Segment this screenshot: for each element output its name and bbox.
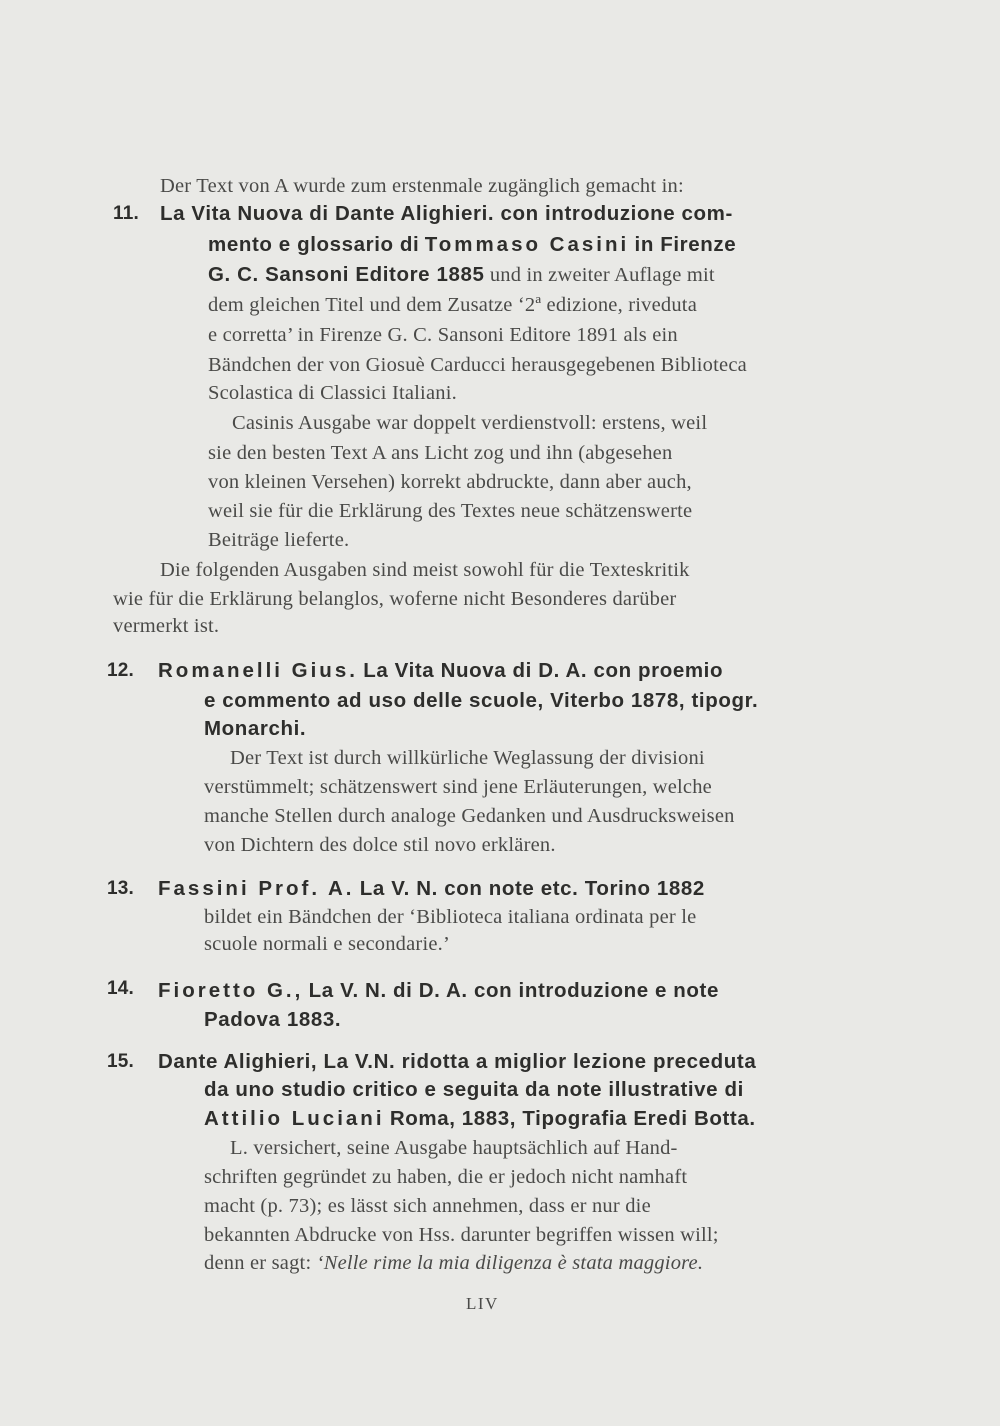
entry-13-author: Fassini Prof. A. [158, 877, 355, 900]
entry-14-title-line-1 [158, 978, 719, 1004]
entry-11-comment-line-4: weil sie für die Erklärung des Textes neue schätzenswerte [208, 500, 693, 522]
entry-number-13: 13. [107, 878, 135, 899]
paragraph-line-3: vermerkt ist. [113, 615, 220, 637]
entry-12-text: La Vita Nuova di D. A. con proemio [363, 659, 724, 682]
entry-15-comment-line-3: macht (p. 73); es lässt sich annehmen, dass er nur die [204, 1195, 651, 1217]
intro-line: Der Text von A wurde zum erstenmale zugänglich gemacht in: [160, 175, 684, 197]
entry-12-comment-line-3: manche Stellen durch analoge Gedanken und Ausdrucksweisen [204, 805, 735, 827]
entry-11-text: und in zweiter Auflage mit [489, 264, 715, 286]
entry-11-line-7: Scolastica di Classici Italiani. [208, 382, 457, 404]
entry-14-title-line-2: Padova 1883. [204, 1008, 342, 1031]
entry-12-title-line-3: Monarchi. [204, 717, 307, 740]
entry-11-author: Tommaso Casini [424, 233, 630, 256]
entry-13-line-2: bildet ein Bändchen der ‘Biblioteca italiana ordinata per le [204, 906, 697, 928]
entry-13-title-line-1 [158, 876, 705, 902]
entry-15-comment-line-2: schriften gegründet zu haben, die er jedoch nicht namhaft [204, 1166, 688, 1188]
page-number: LIV [466, 1294, 499, 1313]
entry-11-publisher: G. C. Sansoni Editore 1885 [208, 263, 485, 286]
entry-15-comment-line-4: bekannten Abdrucke von Hss. darunter begriffen wissen will; [204, 1224, 719, 1246]
entry-15-title-line-3 [204, 1106, 756, 1132]
entry-number-11: 11. [113, 203, 139, 224]
entry-12-author: Romanelli Gius. [158, 659, 358, 682]
entry-11-line-5: e corretta’ in Firenze G. C. Sansoni Editore 1891 als ein [208, 324, 678, 346]
entry-15-author: Attilio Luciani [204, 1107, 385, 1130]
entry-11-line-6: Bändchen der von Giosuè Carducci herausgegebenen Biblioteca [208, 354, 747, 376]
entry-11-comment-line-5: Beiträge lieferte. [208, 529, 350, 551]
entry-15-title-line-1: Dante Alighieri, La V.N. ridotta a miglior lezione preceduta [158, 1050, 757, 1073]
entry-number-12: 12. [107, 660, 135, 681]
entry-11-title-line-3 [208, 262, 715, 288]
entry-11-comment-line-3: von kleinen Versehen) korrekt abdruckte, dann aber auch, [208, 471, 692, 493]
entry-11-text: mento e glossario di [208, 233, 420, 256]
entry-15-title-line-2: da uno studio critico e seguita da note illustrative di [204, 1078, 744, 1101]
entry-13-line-3: scuole normali e secondarie.’ [204, 933, 451, 955]
entry-15-text: denn er sagt: [204, 1252, 312, 1274]
entry-number-14: 14. [107, 978, 135, 999]
entry-12-comment-line-4: von Dichtern des dolce stil novo erklären. [204, 834, 556, 856]
paragraph-line-1: Die folgenden Ausgaben sind meist sowohl für die Texteskritik [160, 559, 690, 581]
entry-12-title-line-1 [158, 658, 723, 684]
entry-11-line-4: dem gleichen Titel und dem Zusatze ‘2ª edizione, riveduta [208, 294, 697, 316]
entry-11-text: in Firenze [634, 233, 737, 256]
entry-12-title-line-2: e commento ad uso delle scuole, Viterbo 1878, tipogr. [204, 689, 759, 712]
entry-13-text: La V. N. con note etc. Torino 1882 [359, 877, 705, 900]
entry-15-text: Roma, 1883, Tipografia Eredi Botta. [389, 1107, 756, 1130]
entry-12-comment-line-1: Der Text ist durch willkürliche Weglassung der divisioni [230, 747, 705, 769]
entry-14-text: La V. N. di D. A. con introduzione e note [308, 979, 719, 1002]
entry-15-quote: ‘Nelle rime la mia diligenza è stata maggiore. [316, 1252, 704, 1274]
entry-11-comment-line-1: Casinis Ausgabe war doppelt verdienstvoll: erstens, weil [232, 412, 708, 434]
entry-15-comment-line-1: L. versichert, seine Ausgabe hauptsächlich auf Hand- [230, 1137, 678, 1159]
entry-12-comment-line-2: verstümmelt; schätzenswert sind jene Erläuterungen, welche [204, 776, 712, 798]
paragraph-line-2: wie für die Erklärung belanglos, woferne nicht Besonderes darüber [113, 588, 677, 610]
entry-11-title-line-1: La Vita Nuova di Dante Alighieri. con introduzione com- [160, 202, 733, 225]
entry-15-comment-line-5 [204, 1250, 703, 1276]
entry-11-title-line-2 [208, 232, 736, 258]
entry-number-15: 15. [107, 1051, 135, 1072]
entry-11-comment-line-2: sie den besten Text A ans Licht zog und ihn (abgesehen [208, 442, 673, 464]
entry-14-author: Fioretto G., [158, 979, 304, 1002]
